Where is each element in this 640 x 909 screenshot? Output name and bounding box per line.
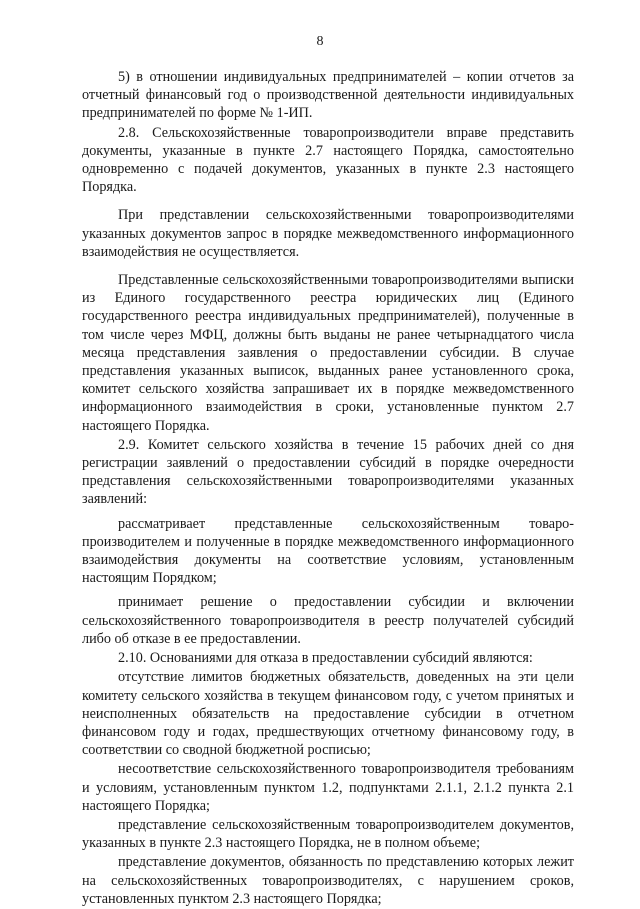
paragraph: несоответствие сельскохозяйственного товаропроизводителя требованиям и условиям, установленным пунктом 1.2, подпунктами 2.1.1, 2.1.2 пункта 2.1 настоящего Порядка; — [82, 761, 574, 814]
page-number: 8 — [316, 34, 324, 49]
paragraph: принимает решение о предоставлении субсидии и включении сельскохозяйственного товаропроизводителя в реестр получателей субсидий либо об отказе в ее предоставлении. — [82, 594, 574, 647]
paragraph: 5) в отношении индивидуальных предпринимателей – копии отчетов за отчетный финансовый год о производственной деятельности индивидуальных предпринимателей по форме № 1-ИП. — [82, 69, 574, 122]
paragraph: представление сельскохозяйственным товаропроизводителем документов, указанных в пункте 2.3 настоящего Порядка, не в полном объеме; — [82, 816, 574, 852]
paragraph: Представленные сельскохозяйственными товаропроизводителями выписки из Единого государственного реестра юридических лиц (Единого государственного реестра индивидуальных предпринимателей), полученные в том числе через МФЦ, должны быть выданы не ранее четырнадцатого числа месяца представления заявления о предоставлении субсидии. В случае представления указанных выписок, выданных ранее установленного срока, комитет сельского хозяйства запрашивает их в порядке межведомственного информационного взаимодействия в сроки, установленные пунктом 2.7 настоящего Порядка. — [82, 272, 574, 434]
paragraph: 2.9. Комитет сельского хозяйства в течение 15 рабочих дней со дня регистрации заявлений о предоставлении субсидий в порядке очередности представления сельскохозяйственными товаропроизводителями указанных заявлений: — [82, 436, 574, 508]
paragraph: рассматривает представленные сельскохозяйственным товаро-производителем и полученные в порядке межведомственного информационного взаимодействия документы на соответствие условиям, установленным настоящим Порядком; — [82, 515, 574, 587]
paragraph: отсутствие лимитов бюджетных обязательств, доведенных на эти цели комитету сельского хозяйства в текущем финансовом году, с учетом принятых и неисполненных обязательств на предоставление субсидии в отчетном финансовом году и годах, предшествующих отчетному финансовому году, в соответствии со сводной бюджетной росписью; — [82, 669, 574, 759]
document-body — [82, 68, 574, 909]
paragraph: При представлении сельскохозяйственными товаропроизводителями указанных документов запрос в порядке межведомственного информационного взаимодействия не осуществляется. — [82, 207, 574, 260]
paragraph: 2.8. Сельскохозяйственные товаропроизводители вправе представить документы, указанные в пункте 2.7 настоящего Порядка, самостоятельно одновременно с подачей документов, указанных в пункте 2.3 настоящего Порядка. — [82, 124, 574, 196]
paragraph: представление документов, обязанность по представлению которых лежит на сельскохозяйственных товаропроизводителях, с нарушением сроков, установленных пунктом 2.3 настоящего Порядка; — [82, 854, 574, 907]
paragraph: 2.10. Основаниями для отказа в предоставлении субсидий являются: — [118, 650, 533, 667]
